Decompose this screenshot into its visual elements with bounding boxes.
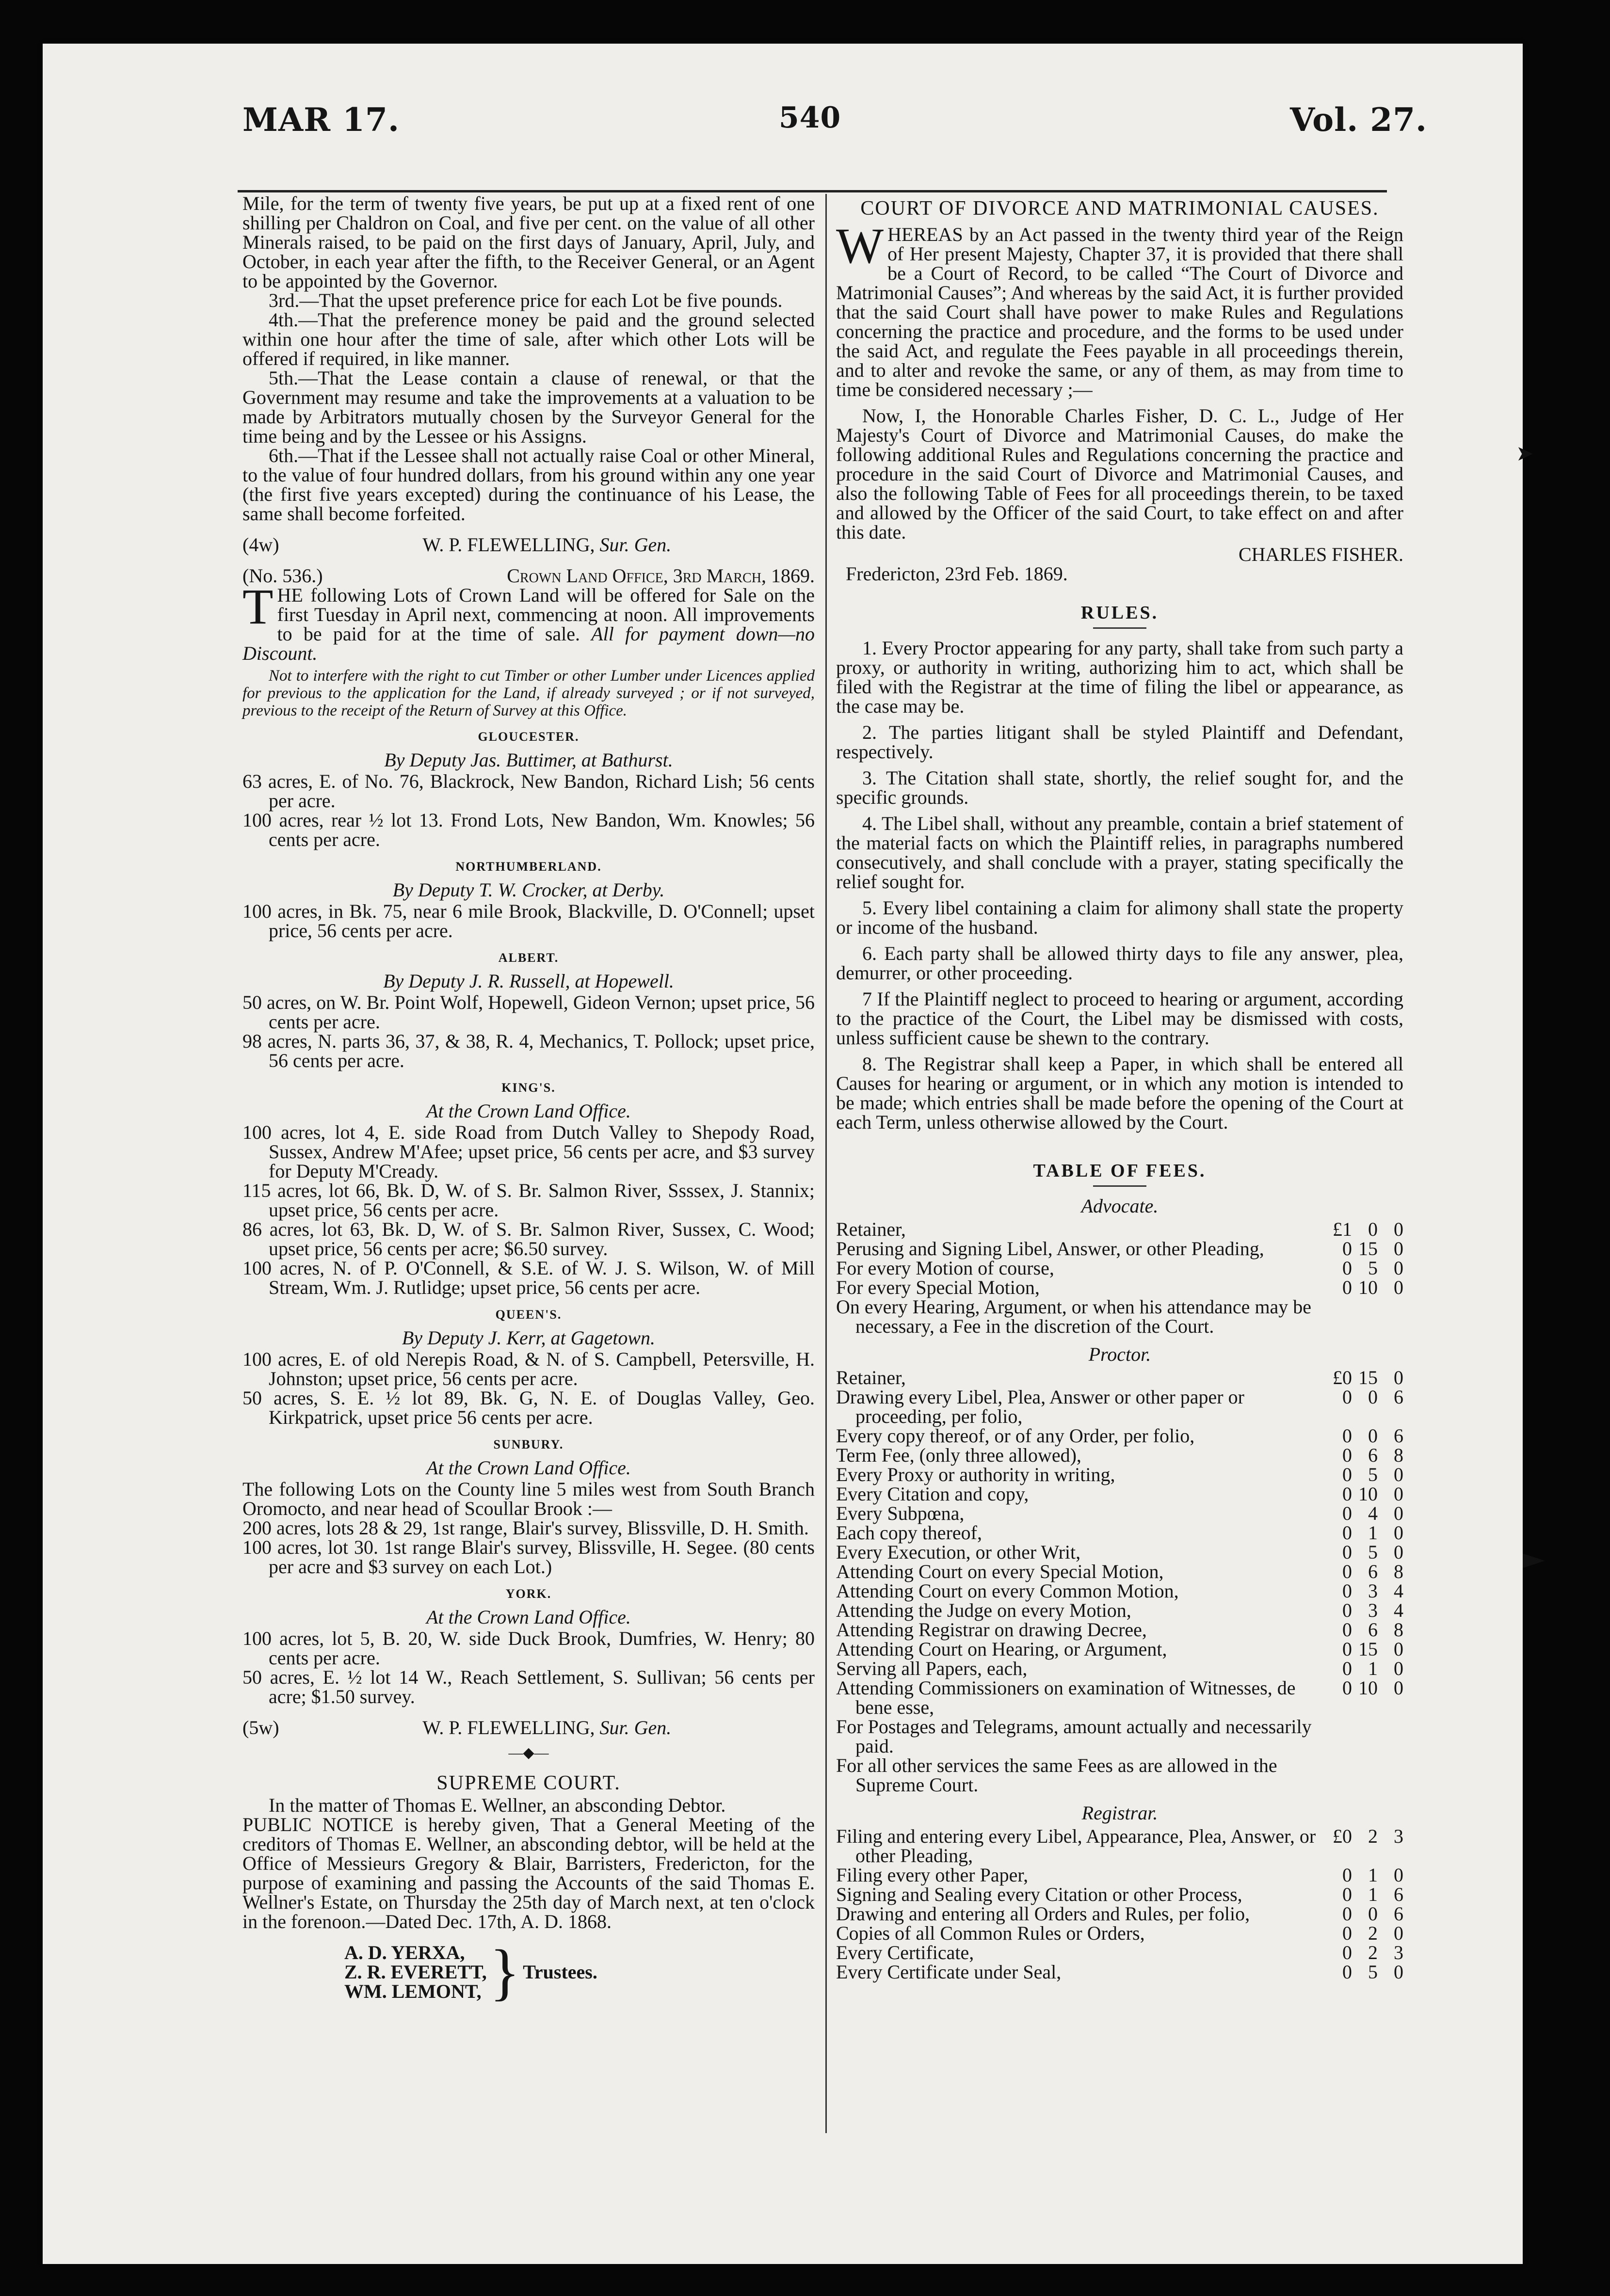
fee-amount-s: 5 xyxy=(1368,1257,1378,1279)
county-deputy: At the Crown Land Office. xyxy=(426,1457,631,1479)
signature-title: Sur. Gen. xyxy=(599,534,672,556)
fee-description: For Postages and Telegrams, amount actually and necessarily paid. xyxy=(836,1716,1312,1757)
lot-entry: 98 acres, N. parts 36, 37, & 38, R. 4, Mechanics, T. Pollock; upset price, 56 cents per acre. xyxy=(242,1030,815,1071)
fee-amount-l: 0 xyxy=(1342,1903,1352,1925)
fee-description: Perusing and Signing Libel, Answer, or other Pleading, xyxy=(836,1238,1264,1260)
trustee-name: A. D. YERXA, xyxy=(344,1942,465,1963)
lot-entry: 86 acres, lot 63, Bk. D, W. of S. Br. Salmon River, Sussex, C. Wood; upset price, 56 cents per acre; $6.50 survey. xyxy=(242,1218,815,1260)
fee-row xyxy=(836,1523,1403,1543)
notice-number: (No. 536.) xyxy=(242,565,323,587)
fee-amount-s: 10 xyxy=(1358,1276,1378,1298)
fee-description: Each copy thereof, xyxy=(836,1522,982,1544)
fee-amount-d: 0 xyxy=(1394,1276,1403,1298)
fee-amount-d: 3 xyxy=(1394,1825,1403,1847)
notice-body-italic: All for payment down—no Discount. xyxy=(242,623,815,664)
fee-row xyxy=(836,1943,1403,1962)
fee-amount-s: 15 xyxy=(1358,1238,1378,1260)
county-name: QUEEN'S. xyxy=(495,1307,562,1322)
fee-amount xyxy=(1331,1220,1403,1239)
fee-description: Filing and entering every Libel, Appearance, Plea, Answer, or other Pleading, xyxy=(836,1825,1316,1866)
divider xyxy=(1093,627,1146,629)
fee-row xyxy=(836,1904,1403,1924)
fee-row xyxy=(836,1426,1403,1446)
margin-arrow-icon: ► xyxy=(1523,1542,1546,1576)
fee-amount-s: 3 xyxy=(1368,1599,1378,1621)
fee-amount xyxy=(1331,1562,1403,1581)
rules-heading: RULES. xyxy=(1080,603,1159,623)
signature-flewelling-1 xyxy=(242,535,815,555)
fee-amount-d: 8 xyxy=(1394,1444,1403,1466)
fee-amount-d: 0 xyxy=(1394,1464,1403,1485)
fee-amount-d: 0 xyxy=(1394,1961,1403,1983)
fee-amount-d: 0 xyxy=(1394,1638,1403,1660)
supreme-court-notice: PUBLIC NOTICE is hereby given, That a General Meeting of the creditors of Thomas E. Wellner, an absconding debtor, will be held at the Office of Messieurs Gregory & Blair, Barristers, Fredericton, for the purpose of examining and passing the Accounts of the said Thomas E. Wellner's Estate, on Thursday the 25th day of March next, at ten o'clock in the forenoon.—Dated Dec. 17th, A. D. 1868. xyxy=(242,1814,815,1932)
county-deputy: By Deputy Jas. Buttimer, at Bathurst. xyxy=(384,749,673,771)
divorce-court-heading: COURT OF DIVORCE AND MATRIMONIAL CAUSES. xyxy=(860,197,1379,220)
fee-description: Attending Commissioners on examination of Witnesses, de bene esse, xyxy=(836,1677,1296,1718)
fee-description: Signing and Sealing every Citation or other Process, xyxy=(836,1883,1242,1905)
fee-amount-s: 1 xyxy=(1368,1883,1378,1905)
lot-entry: 100 acres, lot 4, E. side Road from Dutch Valley to Shepody Road, Sussex, Andrew M'Afee; upset price, 56 cents per acre, and $3 survey for Deputy M'Cready. xyxy=(242,1121,815,1182)
signature-title: Sur. Gen. xyxy=(599,1717,672,1738)
fee-description: Every Subpœna, xyxy=(836,1502,965,1524)
fee-amount-l: £1 xyxy=(1333,1218,1352,1240)
fee-amount-d: 4 xyxy=(1394,1580,1403,1602)
fee-amount-d: 0 xyxy=(1394,1677,1403,1699)
rule-item: 4. The Libel shall, without any preamble, contain a brief statement of the material facts on which the Plaintiff relies, in paragraphs numbered consecutively, and shall conclude with a prayer, stating specifically the relief sought for. xyxy=(836,813,1403,893)
lease-condition: 4th.—That the preference money be paid and the ground selected within one hour after the time of sale, after which other Lots will be offered if required, in like manner. xyxy=(242,309,815,369)
fee-amount-d: 6 xyxy=(1394,1883,1403,1905)
lease-condition: 5th.—That the Lease contain a clause of renewal, or that the Government may resume and take the improvements at a valuation to be made by Arbitrators mutually chosen by the Surveyor General for the time being and by the Lessee or his Assigns. xyxy=(242,367,815,447)
fee-amount xyxy=(1331,1924,1403,1943)
signature-name: W. P. FLEWELLING, xyxy=(422,1717,600,1738)
fee-amount xyxy=(1331,1523,1403,1543)
fee-amount-d: 4 xyxy=(1394,1599,1403,1621)
county-name: GLOUCESTER. xyxy=(478,730,580,744)
county-lot-list xyxy=(242,727,815,1706)
notice-body xyxy=(242,579,815,664)
lot-entry: 100 acres, N. of P. O'Connell, & S.E. of W. J. S. Wilson, W. of Mill Stream, Wm. J. Rutlidge; upset price, 56 cents per acre. xyxy=(242,1257,815,1298)
rule-item: 2. The parties litigant shall be styled Plaintiff and Defendant, respectively. xyxy=(836,721,1403,763)
fee-amount-l: 0 xyxy=(1342,1942,1352,1963)
fee-amount-d: 8 xyxy=(1394,1561,1403,1582)
fee-row xyxy=(836,1446,1403,1465)
fee-amount xyxy=(1331,1484,1403,1504)
fee-amount xyxy=(1331,1943,1403,1962)
lot-entry: 200 acres, lots 28 & 29, 1st range, Blair's survey, Blissville, D. H. Smith. xyxy=(242,1517,809,1539)
fee-amount-d: 0 xyxy=(1394,1218,1403,1240)
lot-entry: 50 acres, E. ½ lot 14 W., Reach Settlement, S. Sullivan; 56 cents per acre; $1.50 survey. xyxy=(242,1666,815,1707)
fee-amount-s: 2 xyxy=(1368,1942,1378,1963)
fee-amount-l: 0 xyxy=(1342,1238,1352,1260)
fee-amount xyxy=(1331,1426,1403,1446)
fee-table xyxy=(836,1196,1403,1982)
fee-row xyxy=(836,1504,1403,1523)
fee-amount-l: 0 xyxy=(1342,1464,1352,1485)
fee-row xyxy=(836,1924,1403,1943)
county-name: KING'S. xyxy=(501,1081,556,1095)
fee-description: Every copy thereof, or of any Order, per folio, xyxy=(836,1425,1195,1447)
notice-dropcap: T xyxy=(242,579,274,635)
notice-body-text: HE following Lots of Crown Land will be offered for Sale on the first Tuesday in April next, commencing at noon. All improvements to be paid for at the time of sale. xyxy=(277,584,815,645)
lease-condition: 6th.—That if the Lessee shall not actually raise Coal or other Mineral, to the value of four hundred dollars, from his ground within any one year (the first five years excepted) during the continuance of his Lease, the same shall become forfeited. xyxy=(242,445,815,525)
fee-description: Term Fee, (only three allowed), xyxy=(836,1444,1081,1466)
fee-amount-s: 1 xyxy=(1368,1522,1378,1544)
fee-amount-l: 0 xyxy=(1342,1883,1352,1905)
fee-amount xyxy=(1331,1259,1403,1278)
fee-amount-d: 0 xyxy=(1394,1522,1403,1544)
supreme-court-heading: SUPREME COURT. xyxy=(436,1772,621,1794)
fee-amount-l: 0 xyxy=(1342,1580,1352,1602)
right-column xyxy=(836,194,1403,1982)
fee-amount xyxy=(1331,1678,1403,1698)
notice-caution: Not to interfere with the right to cut Timber or other Lumber under Licences applied for previous to the application for the Land, if already surveyed ; or if not surveyed, previous to the receipt of the Return of Survey at this Office. xyxy=(242,667,815,719)
fee-section-title: Registrar. xyxy=(1081,1802,1158,1824)
lease-condition: 3rd.—That the upset preference price for each Lot be five pounds. xyxy=(269,289,783,311)
lot-entry: 100 acres, in Bk. 75, near 6 mile Brook, Blackville, D. O'Connell; upset price, 56 cents per acre. xyxy=(242,900,815,941)
whereas-dropcap: W xyxy=(836,218,884,274)
fee-amount-d: 0 xyxy=(1394,1541,1403,1563)
left-column xyxy=(242,192,815,2007)
fee-row xyxy=(836,1885,1403,1904)
fee-amount-s: 1 xyxy=(1368,1864,1378,1886)
county-name: ALBERT. xyxy=(498,951,559,965)
fee-amount-l: 0 xyxy=(1342,1561,1352,1582)
fee-amount xyxy=(1331,1885,1403,1904)
lot-entry: 115 acres, lot 66, Bk. D, W. of S. Br. Salmon River, Ssssex, J. Stannix; upset price, 56 cents per acre. xyxy=(242,1180,815,1221)
fee-description: Attending Court on every Special Motion, xyxy=(836,1561,1164,1582)
lot-entry: 100 acres, lot 5, B. 20, W. side Duck Brook, Dumfries, W. Henry; 80 cents per acre. xyxy=(242,1627,815,1669)
fee-amount-l: 0 xyxy=(1342,1922,1352,1944)
rule-item: 8. The Registrar shall keep a Paper, in which shall be entered all Causes for hearing or argument, or in which any motion is intended to be made; which entries shall be made before the opening of the Court at each Term, unless otherwise allowed by the Court. xyxy=(836,1053,1403,1133)
signature-name: W. P. FLEWELLING, xyxy=(422,534,600,556)
fee-description: Retainer, xyxy=(836,1218,906,1240)
fee-amount-s: 1 xyxy=(1368,1658,1378,1679)
lot-entry: 100 acres, E. of old Nerepis Road, & N. of S. Campbell, Petersville, H. Johnston; upset price, 56 cents per acre. xyxy=(242,1348,815,1389)
fee-description: Copies of all Common Rules or Orders, xyxy=(836,1922,1145,1944)
fee-description: Attending Registrar on drawing Decree, xyxy=(836,1619,1147,1641)
county-name: NORTHUMBERLAND. xyxy=(455,860,602,874)
fee-amount-s: 6 xyxy=(1368,1561,1378,1582)
fee-amount-l: 0 xyxy=(1342,1677,1352,1699)
fee-description: Every Execution, or other Writ, xyxy=(836,1541,1081,1563)
rules-list xyxy=(836,638,1403,1132)
fee-description: Attending the Judge on every Motion, xyxy=(836,1599,1131,1621)
fee-amount-s: 0 xyxy=(1368,1386,1378,1408)
ornament-icon: —◆— xyxy=(508,1745,549,1761)
lot-entry: 100 acres, lot 30. 1st range Blair's survey, Blissville, H. Segee. (80 cents per acre and $3 survey on each Lot.) xyxy=(242,1536,815,1578)
fee-amount xyxy=(1331,1278,1403,1297)
fee-row xyxy=(836,1278,1403,1297)
fee-description: Every Citation and copy, xyxy=(836,1483,1029,1505)
dated-line: Fredericton, 23rd Feb. 1869. xyxy=(846,563,1068,585)
fee-row xyxy=(836,1220,1403,1239)
fee-amount xyxy=(1331,1239,1403,1259)
fee-amount xyxy=(1331,1962,1403,1982)
lot-entry: 50 acres, on W. Br. Point Wolf, Hopewell, Gideon Vernon; upset price, 56 cents per acre. xyxy=(242,991,815,1033)
fee-amount-l: 0 xyxy=(1342,1961,1352,1983)
column-divider xyxy=(825,194,827,2133)
fee-amount-d: 0 xyxy=(1394,1922,1403,1944)
fee-row xyxy=(836,1297,1403,1336)
county-deputy: At the Crown Land Office. xyxy=(426,1606,631,1628)
fee-amount-d: 6 xyxy=(1394,1386,1403,1408)
fee-amount-d: 8 xyxy=(1394,1619,1403,1641)
fee-row xyxy=(836,1387,1403,1426)
fee-amount-l: 0 xyxy=(1342,1541,1352,1563)
lease-conditions xyxy=(242,291,815,524)
fee-description: Every Proxy or authority in writing, xyxy=(836,1464,1115,1485)
fee-amount-s: 5 xyxy=(1368,1541,1378,1563)
county-name: SUNBURY. xyxy=(493,1437,564,1451)
fee-row xyxy=(836,1581,1403,1601)
fee-description: Drawing every Libel, Plea, Answer or other paper or proceeding, per folio, xyxy=(836,1386,1244,1427)
fee-row xyxy=(836,1543,1403,1562)
rule-item: 1. Every Proctor appearing for any party, shall take from such party a proxy, or authority in writing, authorizing him to act, which shall be filed with the Registrar at the time of filing the libel or appearance, as the case may be. xyxy=(836,637,1403,717)
mine-lease-continuation: Mile, for the term of twenty five years, be put up at a fixed rent of one shilling per Chaldron on Coal, and five per cent. on the value of all other Minerals raised, to be paid on the first days of January, April, July, and October, in each year after the fifth, to the Receiver General, or an Agent to be appointed by the Governor. xyxy=(242,192,815,292)
fee-amount-s: 2 xyxy=(1368,1922,1378,1944)
fee-amount-s: 6 xyxy=(1368,1444,1378,1466)
page-number: 540 xyxy=(779,101,841,135)
fee-description: On every Hearing, Argument, or when his attendance may be necessary, a Fee in the discretion of the Court. xyxy=(836,1296,1312,1337)
fee-description: Attending Court on Hearing, or Argument, xyxy=(836,1638,1167,1660)
fee-row xyxy=(836,1756,1403,1795)
fee-amount-l: 0 xyxy=(1342,1522,1352,1544)
fee-amount-l: 0 xyxy=(1342,1386,1352,1408)
lot-entry: 100 acres, rear ½ lot 13. Frond Lots, New Bandon, Wm. Knowles; 56 cents per acre. xyxy=(242,809,815,850)
margin-mark-icon: ➤ xyxy=(1516,441,1534,466)
fees-heading: TABLE OF FEES. xyxy=(1033,1161,1207,1181)
fee-amount-s: 5 xyxy=(1368,1961,1378,1983)
fee-amount xyxy=(1331,1387,1403,1407)
whereas-paragraph xyxy=(836,218,1403,400)
fee-amount xyxy=(1331,1866,1403,1885)
fee-amount-l: 0 xyxy=(1342,1425,1352,1447)
volume-number: Vol. 27. xyxy=(1290,101,1428,139)
fee-description: Retainer, xyxy=(836,1367,906,1388)
fee-description: Every Certificate, xyxy=(836,1942,974,1963)
fee-row xyxy=(836,1962,1403,1982)
fee-amount-l: 0 xyxy=(1342,1599,1352,1621)
rule-item: 6. Each party shall be allowed thirty days to file any answer, plea, demurrer, or other proceeding. xyxy=(836,942,1403,984)
rule-item: 7 If the Plaintiff neglect to proceed to hearing or argument, according to the practice of the Court, the Libel may be dismissed with costs, unless sufficient cause be shewn to the contrary. xyxy=(836,988,1403,1049)
fee-amount-l: 0 xyxy=(1342,1444,1352,1466)
fee-description: For every Special Motion, xyxy=(836,1276,1040,1298)
fee-amount-d: 0 xyxy=(1394,1658,1403,1679)
fee-amount-l: 0 xyxy=(1342,1276,1352,1298)
fee-amount-s: 5 xyxy=(1368,1464,1378,1485)
fee-amount-l: 0 xyxy=(1342,1638,1352,1660)
fee-amount-l: 0 xyxy=(1342,1257,1352,1279)
fee-amount-d: 0 xyxy=(1394,1238,1403,1260)
fee-amount-d: 0 xyxy=(1394,1864,1403,1886)
fee-description: Attending Court on every Common Motion, xyxy=(836,1580,1179,1602)
signature-ref: (4w) xyxy=(242,534,279,556)
fee-row xyxy=(836,1465,1403,1484)
fee-amount-d: 0 xyxy=(1394,1502,1403,1524)
fee-amount-d: 6 xyxy=(1394,1425,1403,1447)
supreme-court-matter: In the matter of Thomas E. Wellner, an absconding Debtor. xyxy=(269,1794,726,1816)
fee-amount-d: 0 xyxy=(1394,1257,1403,1279)
fee-amount xyxy=(1331,1827,1403,1846)
fee-section-title: Advocate. xyxy=(1081,1195,1159,1217)
fee-amount-l: 0 xyxy=(1342,1483,1352,1505)
fee-amount xyxy=(1331,1504,1403,1523)
fee-amount-s: 15 xyxy=(1358,1367,1378,1388)
fee-row xyxy=(836,1678,1403,1717)
brace-icon: } xyxy=(489,1937,520,2007)
fee-amount-s: 6 xyxy=(1368,1619,1378,1641)
rule-item: 5. Every libel containing a claim for alimony shall state the property or income of the husband. xyxy=(836,897,1403,938)
fee-description: Drawing and entering all Orders and Rules, per folio, xyxy=(836,1903,1250,1925)
county-deputy: By Deputy T. W. Crocker, at Derby. xyxy=(392,879,665,901)
fee-amount xyxy=(1331,1368,1403,1387)
fee-row xyxy=(836,1259,1403,1278)
fee-row xyxy=(836,1717,1403,1756)
fee-amount-d: 0 xyxy=(1394,1367,1403,1388)
crown-land-notice-header xyxy=(242,566,815,586)
fee-amount xyxy=(1331,1581,1403,1601)
fee-amount-l: £0 xyxy=(1333,1825,1352,1847)
trustee-name: WM. LEMONT, xyxy=(344,1980,482,2002)
fee-amount-s: 15 xyxy=(1358,1638,1378,1660)
fee-amount-s: 0 xyxy=(1368,1903,1378,1925)
fee-amount xyxy=(1331,1465,1403,1484)
now-paragraph: Now, I, the Honorable Charles Fisher, D. C. L., Judge of Her Majesty's Court of Divorce and Matrimonial Causes, do make the following additional Rules and Regulations concerning the practice and procedure in the said Court of Divorce and Matrimonial Causes, and also the following Table of Fees for all proceedings therein, to be taxed and allowed by the Officer of the said Court, to take effect on and after this date. xyxy=(836,405,1403,543)
fee-amount-s: 10 xyxy=(1358,1677,1378,1699)
signature-flewelling-2 xyxy=(242,1718,815,1738)
fee-row xyxy=(836,1484,1403,1504)
fee-row xyxy=(836,1620,1403,1640)
fee-amount xyxy=(1331,1640,1403,1659)
fee-amount-s: 10 xyxy=(1358,1483,1378,1505)
fee-section-title: Proctor. xyxy=(1088,1343,1151,1365)
fee-amount-l: 0 xyxy=(1342,1864,1352,1886)
lot-entry: 50 acres, S. E. ½ lot 89, Bk. G, N. E. of Douglas Valley, Geo. Kirkpatrick, upset price 56 cents per acre. xyxy=(242,1387,815,1428)
trustees-block xyxy=(344,1937,815,2007)
county-name: YORK. xyxy=(505,1587,552,1601)
fee-amount-l: 0 xyxy=(1342,1658,1352,1679)
fee-amount xyxy=(1331,1543,1403,1562)
fee-row xyxy=(836,1601,1403,1620)
fee-amount xyxy=(1331,1601,1403,1620)
fee-row xyxy=(836,1368,1403,1387)
rule-item: 3. The Citation shall state, shortly, the relief sought for, and the specific grounds. xyxy=(836,767,1403,808)
page-date: MAR 17. xyxy=(242,101,400,139)
county-intro: The following Lots on the County line 5 miles west from South Branch Oromocto, and near head of Scoullar Brook :— xyxy=(242,1478,815,1519)
fee-amount-d: 6 xyxy=(1394,1903,1403,1925)
signature-ref: (5w) xyxy=(242,1717,279,1738)
fee-amount-l: £0 xyxy=(1333,1367,1352,1388)
fee-row xyxy=(836,1659,1403,1678)
fee-amount-s: 0 xyxy=(1368,1425,1378,1447)
fee-row xyxy=(836,1562,1403,1581)
divider xyxy=(1093,1185,1146,1187)
fee-description: For every Motion of course, xyxy=(836,1257,1054,1279)
fee-amount-s: 3 xyxy=(1368,1580,1378,1602)
fee-amount-s: 2 xyxy=(1368,1825,1378,1847)
county-deputy: By Deputy J. Kerr, at Gagetown. xyxy=(402,1327,656,1349)
fee-description: Serving all Papers, each, xyxy=(836,1658,1028,1679)
trustees-label: Trustees. xyxy=(523,1961,597,1983)
fee-row xyxy=(836,1827,1403,1866)
fee-row xyxy=(836,1866,1403,1885)
fee-amount-l: 0 xyxy=(1342,1502,1352,1524)
fee-amount-s: 0 xyxy=(1368,1218,1378,1240)
fee-description: Filing every other Paper, xyxy=(836,1864,1029,1886)
trustee-name: Z. R. EVERETT, xyxy=(344,1961,487,1983)
fee-amount-d: 3 xyxy=(1394,1942,1403,1963)
fee-amount-s: 4 xyxy=(1368,1502,1378,1524)
fee-amount-d: 0 xyxy=(1394,1483,1403,1505)
fee-amount xyxy=(1331,1659,1403,1678)
county-deputy: By Deputy J. R. Russell, at Hopewell. xyxy=(383,970,674,992)
fee-amount xyxy=(1331,1446,1403,1465)
judge-signer: CHARLES FISHER. xyxy=(1238,543,1403,565)
fee-amount-l: 0 xyxy=(1342,1619,1352,1641)
whereas-text: HEREAS by an Act passed in the twenty third year of the Reign of Her present Majesty, Chapter 37, it is provided that there shall be a Court of Record, to be called “The Court of Divorce and Matrimonial Causes”; And whereas by the said Act, it is further provided that the said Court shall have power to make Rules and Regulations concerning the practice and procedure, and the forms to be used under the said Act, and regulate the Fees payable in all proceedings therein, and to alter and revoke the same, or any of them, as may from time to time be considered necessary ;— xyxy=(836,223,1403,400)
fee-description: Every Certificate under Seal, xyxy=(836,1961,1062,1983)
fee-row xyxy=(836,1239,1403,1259)
county-deputy: At the Crown Land Office. xyxy=(426,1100,631,1122)
fee-row xyxy=(836,1640,1403,1659)
notice-office: Crown Land Office, 3rd March, 1869. xyxy=(507,565,815,587)
fee-description: For all other services the same Fees as are allowed in the Supreme Court. xyxy=(836,1754,1277,1796)
lot-entry: 63 acres, E. of No. 76, Blackrock, New Bandon, Richard Lish; 56 cents per acre. xyxy=(242,770,815,812)
fee-amount xyxy=(1331,1620,1403,1640)
fee-amount xyxy=(1331,1904,1403,1924)
